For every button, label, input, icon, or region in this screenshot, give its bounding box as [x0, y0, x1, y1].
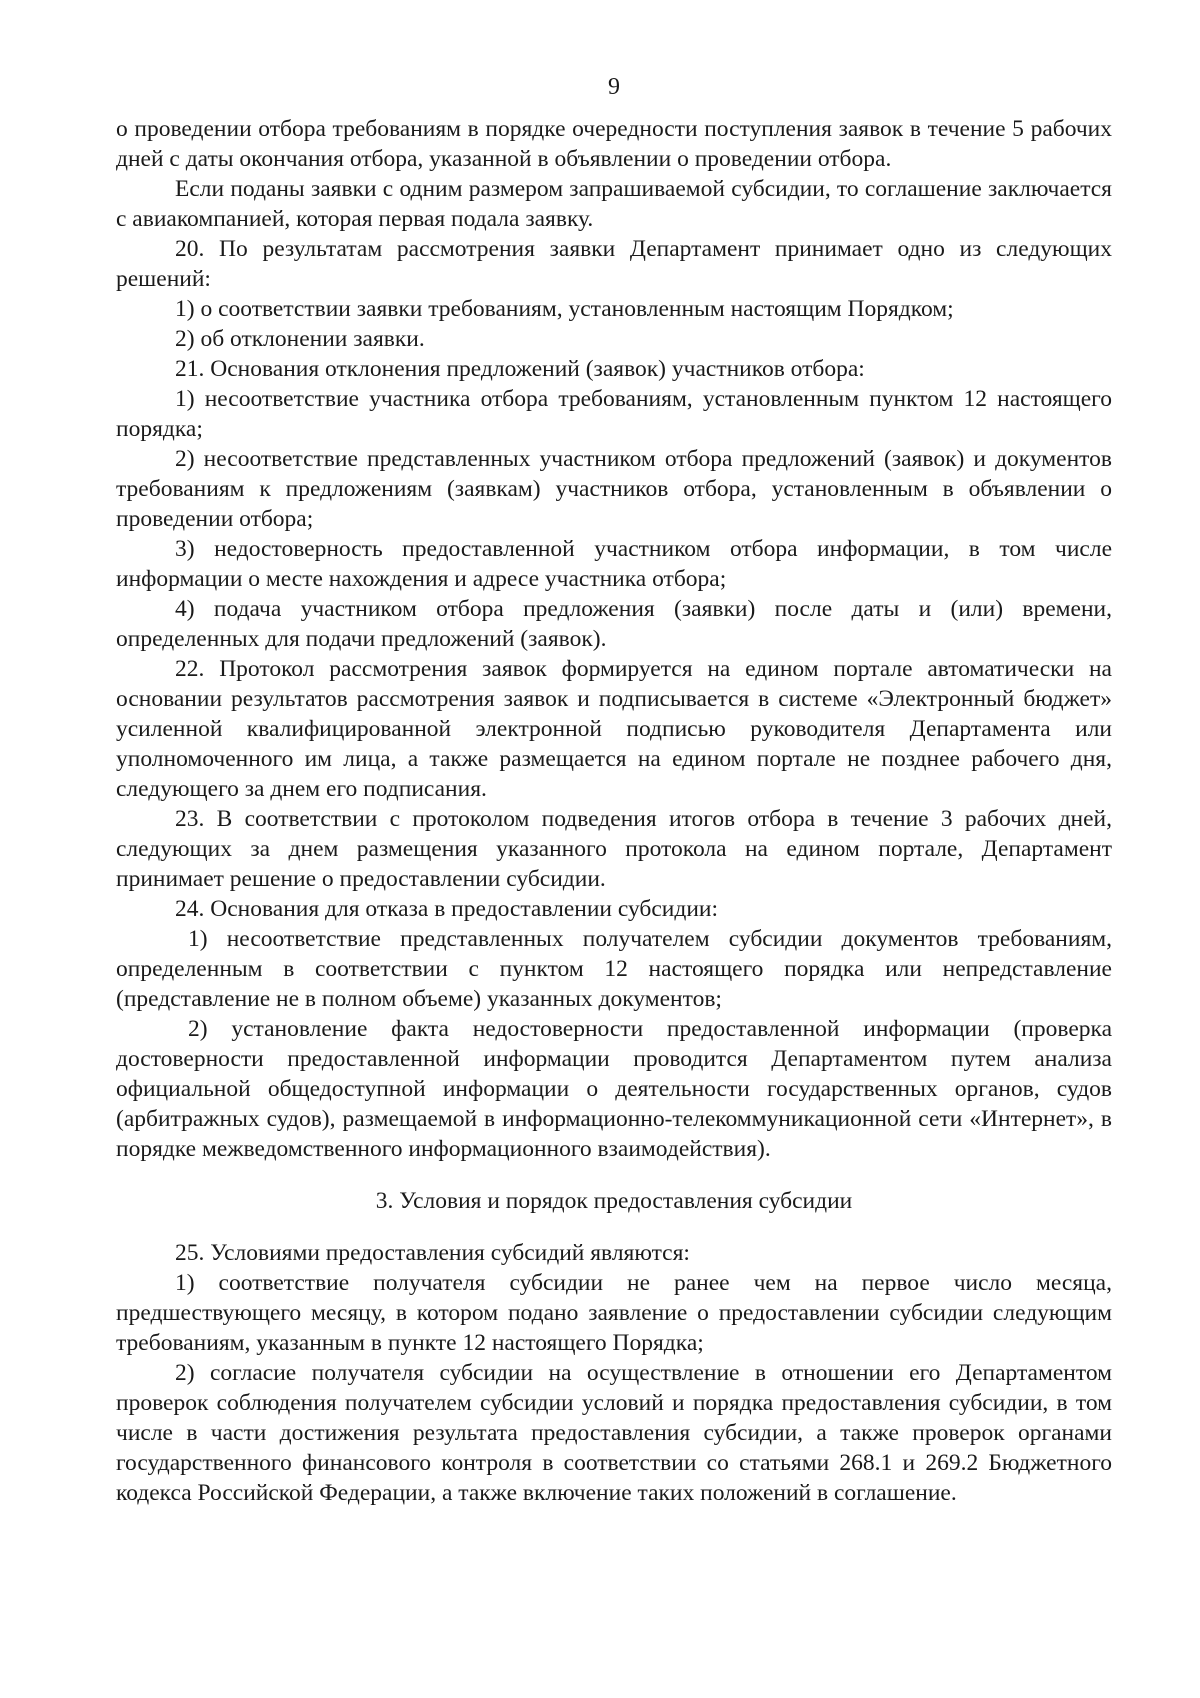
paragraph-item-20-1: 1) о соответствии заявки требованиям, установленным настоящим Порядком; [175, 296, 954, 322]
document-page [116, 72, 1112, 1508]
paragraph-item-23: 23. В соответствии с протоколом подведения итогов отбора в течение 3 рабочих дней, следующих за днем размещения указанного протокола на едином портале, Департамент принимает решение о предоставлении субсидии. [116, 806, 1112, 892]
paragraph-item-21-3: 3) недостоверность предоставленной участником отбора информации, в том числе информации о месте нахождения и адресе участника отбора; [116, 536, 1112, 592]
paragraph-equal-amount-rule: Если поданы заявки с одним размером запрашиваемой субсидии, то соглашение заключается с авиакомпанией, которая первая подала заявку. [116, 176, 1112, 232]
paragraph-item-20: 20. По результатам рассмотрения заявки Департамент принимает одно из следующих решений: [116, 236, 1112, 292]
paragraph-item-24-1: 1) несоответствие представленных получателем субсидии документов требованиям, определенным в соответствии с пунктом 12 настоящего порядка или непредставление (представление не в полном объеме) указанных документов; [116, 926, 1112, 1012]
paragraph-item-21-2: 2) несоответствие представленных участником отбора предложений (заявок) и документов требованиям к предложениям (заявкам) участников отбора, установленным в объявлении о проведении отбора; [116, 446, 1112, 532]
paragraph-item-21: 21. Основания отклонения предложений (заявок) участников отбора: [175, 356, 865, 382]
body-text-after-section [116, 1238, 1112, 1508]
paragraph-item-24-2: 2) установление факта недостоверности предоставленной информации (проверка достоверности предоставленной информации проводится Департаментом путем анализа официальной общедоступной информации о деятельности государственных органов, судов (арбитражных судов), размещаемой в информационно-телекоммуникационной сети «Интернет», в порядке межведомственного информационного взаимодействия). [116, 1016, 1112, 1162]
paragraph-item-25: 25. Условиями предоставления субсидий являются: [175, 1240, 690, 1266]
body-text-before-section [116, 114, 1112, 1164]
paragraph-item-21-4: 4) подача участником отбора предложения (заявки) после даты и (или) времени, определенных для подачи предложений (заявок). [116, 596, 1112, 652]
paragraph-continuation: о проведении отбора требованиям в порядке очередности поступления заявок в течение 5 рабочих дней с даты окончания отбора, указанной в объявлении о проведении отбора. [116, 116, 1112, 172]
paragraph-item-21-1: 1) несоответствие участника отбора требованиям, установленным пунктом 12 настоящего порядка; [116, 386, 1112, 442]
paragraph-item-25-1: 1) соответствие получателя субсидии не ранее чем на первое число месяца, предшествующего месяцу, в котором подано заявление о предоставлении субсидии следующим требованиям, указанным в пункте 12 настоящего Порядка; [116, 1270, 1112, 1356]
paragraph-item-25-2: 2) согласие получателя субсидии на осуществление в отношении его Департаментом проверок соблюдения получателем субсидии условий и порядка предоставления субсидии, в том числе в части достижения результата предоставления субсидии, а также проверок органами государственного финансового контроля в соответствии со статьями 268.1 и 269.2 Бюджетного кодекса Российской Федерации, а также включение таких положений в соглашение. [116, 1360, 1112, 1506]
page-number: 9 [608, 74, 620, 100]
paragraph-item-24: 24. Основания для отказа в предоставлении субсидии: [175, 896, 719, 922]
paragraph-item-20-2: 2) об отклонении заявки. [175, 326, 425, 352]
section-heading: 3. Условия и порядок предоставления субсидии [375, 1188, 853, 1214]
paragraph-item-22: 22. Протокол рассмотрения заявок формируется на едином портале автоматически на основании результатов рассмотрения заявок и подписывается в системе «Электронный бюджет» усиленной квалифицированной электронной подписью руководителя Департамента или уполномоченного им лица, а также размещается на едином портале не позднее рабочего дня, следующего за днем его подписания. [116, 656, 1112, 802]
